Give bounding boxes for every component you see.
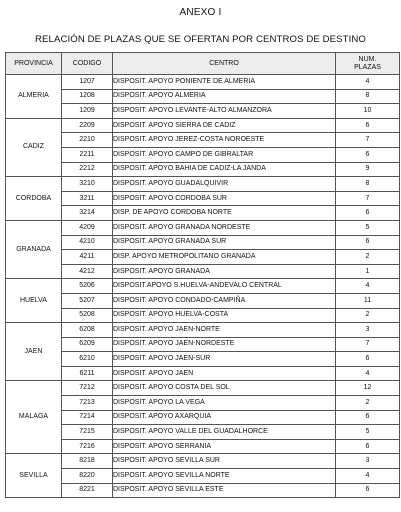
table-row: [6, 439, 400, 454]
num-plazas-cell: 5: [336, 220, 400, 235]
province-cell: CORDOBA: [6, 177, 62, 221]
center-cell: DISPOSIT. APOYO SERRANIA: [113, 439, 336, 454]
num-plazas-cell: 2: [336, 250, 400, 265]
code-cell: 5207: [62, 293, 113, 308]
header-num-plazas: [336, 53, 400, 75]
code-cell: 7214: [62, 410, 113, 425]
center-cell: DISPOSIT. APOYO COSTA DEL SOL: [113, 381, 336, 396]
center-cell: DISPOSIT. APOYO GRANADA SUR: [113, 235, 336, 250]
num-plazas-cell: 3: [336, 323, 400, 338]
table-row: [6, 147, 400, 162]
table-row: [6, 337, 400, 352]
table-row: [6, 75, 400, 90]
code-cell: 2211: [62, 147, 113, 162]
table-row: [6, 279, 400, 294]
table-row: [6, 469, 400, 484]
code-cell: 4211: [62, 250, 113, 265]
center-cell: DISPOSIT. APOYO LEVANTE-ALTO ALMANZORA: [113, 104, 336, 119]
num-plazas-cell: 4: [336, 366, 400, 381]
code-cell: 8220: [62, 469, 113, 484]
province-cell: GRANADA: [6, 220, 62, 278]
center-cell: DISPOSIT. APOYO CORDOBA SUR: [113, 191, 336, 206]
num-plazas-cell: 6: [336, 352, 400, 367]
table-row: [6, 235, 400, 250]
num-plazas-cell: 7: [336, 191, 400, 206]
table-row: [6, 396, 400, 411]
num-plazas-cell: 6: [336, 410, 400, 425]
table-row: [6, 104, 400, 119]
num-plazas-cell: 11: [336, 293, 400, 308]
province-cell: JAEN: [6, 323, 62, 381]
header-provincia: PROVINCIA: [6, 53, 62, 75]
province-cell: ALMERIA: [6, 75, 62, 119]
center-cell: DISPOSIT. APOYO ALMERIA: [113, 89, 336, 104]
document-title: RELACIÓN DE PLAZAS QUE SE OFERTAN POR CENTROS DE DESTINO: [35, 34, 366, 45]
table-row: [6, 250, 400, 265]
center-cell: DISPOSIT. APOYO BAHIA DE CADIZ-LA JANDA: [113, 162, 336, 177]
province-cell: CADIZ: [6, 118, 62, 176]
province-cell: HUELVA: [6, 279, 62, 323]
table-row: [6, 454, 400, 469]
num-plazas-cell: 3: [336, 454, 400, 469]
code-cell: 3210: [62, 177, 113, 192]
table-body: [6, 75, 400, 498]
center-cell: DISPOSIT. APOYO JAEN: [113, 366, 336, 381]
table-row: [6, 293, 400, 308]
code-cell: 2212: [62, 162, 113, 177]
code-cell: 4212: [62, 264, 113, 279]
num-plazas-cell: 4: [336, 279, 400, 294]
table-row: [6, 308, 400, 323]
table-row: [6, 264, 400, 279]
table-row: [6, 89, 400, 104]
center-cell: DISPOSIT. APOYO GUADALQUIVIR: [113, 177, 336, 192]
code-cell: 7213: [62, 396, 113, 411]
table-row: [6, 118, 400, 133]
table-row: [6, 425, 400, 440]
center-cell: DISPOSIT. APOYO AXARQUIA: [113, 410, 336, 425]
center-cell: DISPOSIT. APOYO SEVILLA ESTE: [113, 483, 336, 498]
table-row: [6, 381, 400, 396]
code-cell: 6209: [62, 337, 113, 352]
center-cell: DISPOSIT. APOYO PONIENTE DE ALMERIA: [113, 75, 336, 90]
table-row: [6, 220, 400, 235]
num-plazas-cell: 6: [336, 235, 400, 250]
num-plazas-cell: 7: [336, 133, 400, 148]
table-row: [6, 483, 400, 498]
num-plazas-cell: 4: [336, 75, 400, 90]
table-row: [6, 352, 400, 367]
code-cell: 4210: [62, 235, 113, 250]
num-plazas-cell: 2: [336, 396, 400, 411]
code-cell: 1208: [62, 89, 113, 104]
num-plazas-cell: 6: [336, 118, 400, 133]
center-cell: DISP. DE APOYO CORDOBA NORTE: [113, 206, 336, 221]
num-plazas-cell: 1: [336, 264, 400, 279]
table-row: [6, 191, 400, 206]
center-cell: DISPOSIT. APOYO JAEN-NORTE: [113, 323, 336, 338]
center-cell: DISPOSIT. APOYO SEVILLA SUR: [113, 454, 336, 469]
center-cell: DISPOSIT. APOYO CONDADO-CAMPIÑA: [113, 293, 336, 308]
header-centro: CENTRO: [113, 53, 336, 75]
num-plazas-cell: 6: [336, 206, 400, 221]
code-cell: 7212: [62, 381, 113, 396]
num-plazas-cell: 7: [336, 337, 400, 352]
table-row: [6, 133, 400, 148]
code-cell: 8221: [62, 483, 113, 498]
center-cell: DISPOSIT. APOYO GRANADA NORDESTE: [113, 220, 336, 235]
province-cell: SEVILLA: [6, 454, 62, 498]
code-cell: 7216: [62, 439, 113, 454]
center-cell: DISPOSIT. APOYO VALLE DEL GUADALHORCE: [113, 425, 336, 440]
code-cell: 8218: [62, 454, 113, 469]
province-cell: MALAGA: [6, 381, 62, 454]
header-num-line1: NUM.: [358, 55, 377, 63]
center-cell: DISPOSIT. APOYO SIERRA DE CADIZ: [113, 118, 336, 133]
center-cell: DISPOSIT.APOYO S.HUELVA-ANDEVALO CENTRAL: [113, 279, 336, 294]
code-cell: 5208: [62, 308, 113, 323]
code-cell: 7215: [62, 425, 113, 440]
num-plazas-cell: 12: [336, 381, 400, 396]
num-plazas-cell: 6: [336, 483, 400, 498]
plazas-table: [5, 52, 400, 498]
num-plazas-cell: 6: [336, 147, 400, 162]
center-cell: DISPOSIT. APOYO GRANADA: [113, 264, 336, 279]
center-cell: DISPOSIT. APOYO JAEN-NORDESTE: [113, 337, 336, 352]
num-plazas-cell: 6: [336, 439, 400, 454]
table-row: [6, 162, 400, 177]
code-cell: 2209: [62, 118, 113, 133]
center-cell: DISPOSIT. APOYO JAEN-SUR: [113, 352, 336, 367]
code-cell: 1207: [62, 75, 113, 90]
num-plazas-cell: 8: [336, 89, 400, 104]
code-cell: 2210: [62, 133, 113, 148]
code-cell: 6208: [62, 323, 113, 338]
num-plazas-cell: 10: [336, 104, 400, 119]
table-row: [6, 206, 400, 221]
annex-title: ANEXO I: [179, 7, 222, 18]
center-cell: DISPOSIT. APOYO CAMPO DE GIBRALTAR: [113, 147, 336, 162]
center-cell: DISPOSIT. APOYO SEVILLA NORTE: [113, 469, 336, 484]
center-cell: DISPOSIT. APOYO LA VEGA: [113, 396, 336, 411]
num-plazas-cell: 9: [336, 162, 400, 177]
code-cell: 1209: [62, 104, 113, 119]
num-plazas-cell: 4: [336, 469, 400, 484]
table-row: [6, 323, 400, 338]
code-cell: 3214: [62, 206, 113, 221]
table-row: [6, 177, 400, 192]
header-codigo: CODIGO: [62, 53, 113, 75]
code-cell: 3211: [62, 191, 113, 206]
center-cell: DISPOSIT. APOYO HUELVA-COSTA: [113, 308, 336, 323]
center-cell: DISPOSIT. APOYO JEREZ-COSTA NOROESTE: [113, 133, 336, 148]
header-num-line2: PLAZAS: [354, 63, 381, 71]
center-cell: DISP. APOYO METROPOLITANO GRANADA: [113, 250, 336, 265]
table-row: [6, 366, 400, 381]
code-cell: 6211: [62, 366, 113, 381]
num-plazas-cell: 2: [336, 308, 400, 323]
num-plazas-cell: 8: [336, 177, 400, 192]
table-row: [6, 410, 400, 425]
code-cell: 6210: [62, 352, 113, 367]
header-row: [6, 53, 400, 75]
num-plazas-cell: 5: [336, 425, 400, 440]
code-cell: 5206: [62, 279, 113, 294]
code-cell: 4209: [62, 220, 113, 235]
